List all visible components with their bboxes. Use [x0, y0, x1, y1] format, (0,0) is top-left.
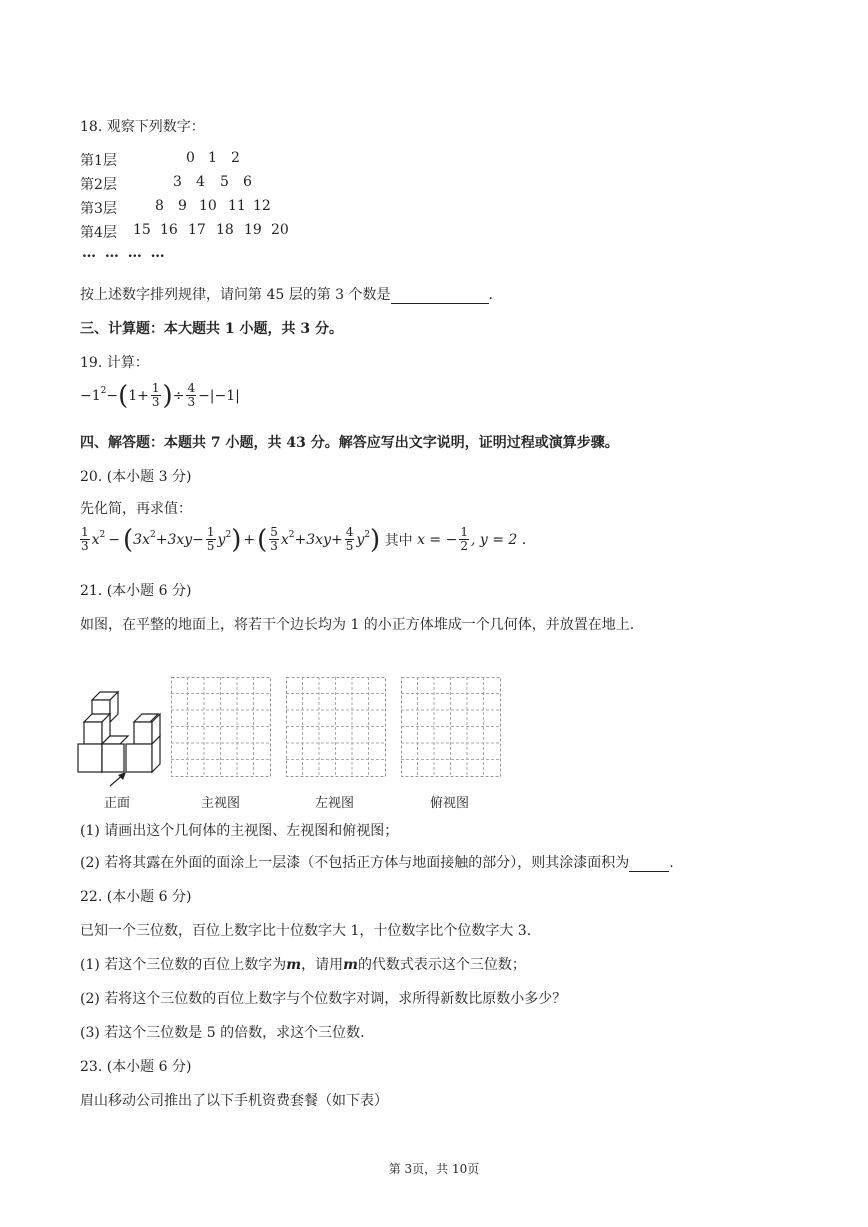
q18-question-end: .: [488, 287, 493, 303]
denominator: 3: [270, 539, 278, 553]
expr-sup: 2: [149, 530, 156, 540]
q22-sub1-text: (1) 若这个三位数的百位上数字为: [80, 957, 287, 973]
expr-sup: 2: [100, 386, 107, 396]
expr-part: −: [108, 531, 121, 548]
denominator: 5: [345, 539, 354, 553]
numerator: 1: [151, 381, 160, 395]
layer-number: 6: [243, 174, 252, 190]
expr-part: +: [243, 531, 256, 548]
q21-sub2-end: .: [669, 855, 674, 871]
layer-number: 2: [231, 150, 240, 166]
expr-part: −1: [80, 387, 101, 404]
expr-part: −|−1|: [198, 387, 240, 404]
q20-title: 20. (本小题 3 分): [80, 469, 192, 485]
q21-sub2-text: (2) 若将其露在外面的面涂上一层漆（不包括正方体与地面接触的部分），则其涂漆面积为: [80, 855, 630, 871]
fraction: [206, 526, 216, 553]
layer-number: 16: [160, 222, 178, 238]
expr-part: −: [106, 387, 119, 404]
q18-title: 18. 观察下列数字：: [80, 119, 205, 135]
layer-number: 4: [196, 174, 205, 190]
expr-part: 其中: [380, 532, 418, 549]
expr-part: x = −: [417, 531, 458, 548]
caption-front-view: 主视图: [201, 796, 241, 811]
numerator: 4: [345, 525, 354, 539]
expr-sup: 2: [288, 530, 295, 540]
layer-label: 第1层: [80, 153, 117, 169]
expr-part: x: [280, 531, 289, 548]
left-view-grid[interactable]: [286, 677, 386, 777]
denominator: 3: [151, 395, 160, 409]
q19-title: 19. 计算：: [80, 355, 149, 371]
front-view-grid[interactable]: [171, 677, 271, 777]
q20-instruction: 先化简，再求值：: [80, 501, 192, 517]
expr-part: x: [91, 531, 100, 548]
q18-question: [80, 284, 493, 304]
layer-number: 12: [253, 198, 271, 214]
numerator: 1: [81, 525, 89, 539]
layer-number: 18: [216, 222, 234, 238]
q18-question-text: 按上述数字排列规律，请问第 45 层的第 3 个数是: [80, 287, 391, 303]
fraction: [186, 382, 196, 409]
fraction: [459, 526, 469, 553]
expr-part: y: [217, 531, 226, 548]
q22-text: 已知一个三位数，百位上数字比十位数字大 1，十位数字比个位数字大 3.: [80, 923, 532, 939]
q21-text: 如图，在平整的地面上，将若干个边长均为 1 的小正方体堆成一个几何体，并放置在地上.: [80, 617, 635, 633]
caption-top-view: 俯视图: [430, 796, 470, 811]
expr-sup: 2: [225, 530, 232, 540]
answer-blank[interactable]: [629, 857, 669, 872]
expr-sup: 2: [364, 530, 371, 540]
numerator: 1: [460, 525, 468, 539]
q23-text: 眉山移动公司推出了以下手机资费套餐（如下表）: [80, 1093, 388, 1109]
q22-title: 22. (本小题 6 分): [80, 889, 192, 905]
caption-front: 正面: [104, 796, 131, 811]
expr-part: , y = 2 .: [470, 531, 527, 548]
fraction: [345, 526, 355, 553]
layer-number: 8: [155, 198, 164, 214]
q22-sub1-text: ，请用: [301, 957, 344, 973]
layer-number: 5: [220, 174, 229, 190]
q22-sub1: [80, 954, 526, 974]
layer-number: 0: [186, 150, 195, 166]
layer-number: 19: [244, 222, 262, 238]
section-3-heading: 三、计算题：本大题共 1 小题，共 3 分。: [80, 321, 343, 337]
q21-sub2: [80, 852, 674, 872]
layer-number: 9: [178, 198, 187, 214]
layer-number: 17: [188, 222, 206, 238]
section-4-heading: 四、解答题：本题共 7 小题，共 43 分。解答应写出文字说明，证明过程或演算步骤。: [80, 435, 619, 451]
left-paren: (: [123, 524, 134, 555]
layer-number: 11: [228, 198, 246, 214]
denominator: 3: [81, 539, 89, 553]
expr-part: +3xy+: [294, 531, 343, 548]
q18-ellipsis: … … … …: [82, 245, 167, 261]
page-footer: 第 3页，共 10页: [388, 1162, 480, 1176]
left-paren: (: [257, 524, 268, 555]
q19-expression: [80, 382, 240, 409]
expr-part: 3x: [133, 531, 150, 548]
q22-sub2: (2) 若将这个三位数的百位上数字与个位数字对调，求所得新数比原数小多少？: [80, 991, 567, 1007]
variable-m: m: [343, 957, 358, 973]
layer-label: 第4层: [80, 225, 117, 241]
variable-m: m: [286, 957, 302, 973]
expr-part: y: [356, 531, 365, 548]
q21-title: 21. (本小题 6 分): [80, 583, 192, 599]
q21-sub1: (1) 请画出这个几何体的主视图、左视图和俯视图；: [80, 823, 399, 839]
right-paren: ): [162, 380, 173, 411]
right-paren: ): [370, 524, 381, 555]
answer-blank[interactable]: [391, 289, 489, 304]
layer-number: 15: [133, 222, 151, 238]
expr-part: +3xy−: [155, 531, 204, 548]
q22-sub3: (3) 若这个三位数是 5 的倍数，求这个三位数.: [80, 1025, 365, 1041]
layer-number: 3: [173, 174, 182, 190]
right-paren: ): [231, 524, 242, 555]
expr-part: ÷: [172, 387, 185, 404]
top-view-grid[interactable]: [401, 677, 501, 777]
numerator: 1: [206, 525, 215, 539]
denominator: 5: [206, 539, 215, 553]
denominator: 3: [187, 395, 196, 409]
numerator: 4: [187, 381, 196, 395]
cube-stack-figure: [76, 680, 166, 790]
q20-expression: [78, 526, 526, 553]
caption-left-view: 左视图: [315, 796, 355, 811]
q22-sub1-text: 的代数式表示这个三位数；: [357, 957, 526, 973]
expr-sup: 2: [99, 530, 106, 540]
numerator: 5: [270, 525, 278, 539]
layer-label: 第2层: [80, 177, 117, 193]
layer-label: 第3层: [80, 201, 117, 217]
layer-number: 20: [271, 222, 289, 238]
layer-number: 1: [208, 150, 217, 166]
layer-number: 10: [199, 198, 217, 214]
fraction: [80, 526, 90, 553]
q23-title: 23. (本小题 6 分): [80, 1059, 192, 1075]
fraction: [269, 526, 279, 553]
expr-part: 1+: [128, 387, 149, 404]
denominator: 2: [460, 539, 468, 553]
fraction: [151, 382, 161, 409]
left-paren: (: [118, 380, 129, 411]
